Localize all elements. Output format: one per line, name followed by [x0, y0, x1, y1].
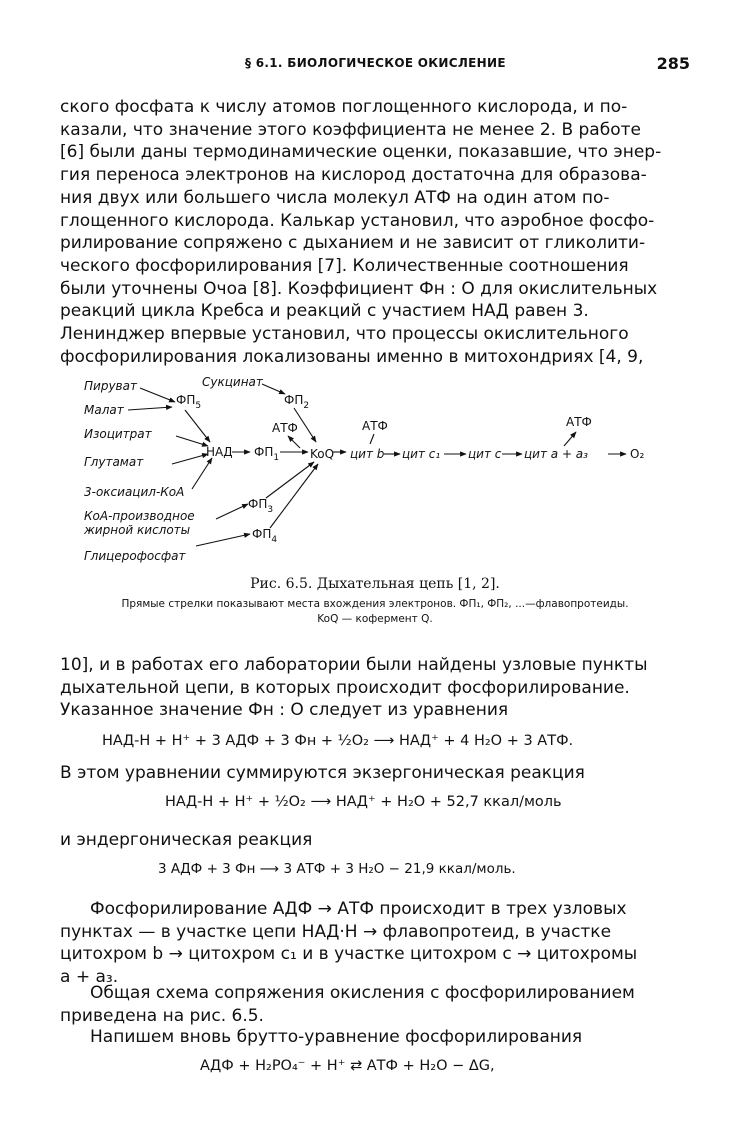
text-line: фосфорилирования локализованы именно в митохондриях [4, 9, — [60, 346, 644, 367]
figure-note: KoQ — кофермент Q. — [317, 613, 433, 625]
substrate-glutamate: Глутамат — [84, 455, 144, 469]
text-line: ческого фосфорилирования [7]. Количественные соотношения — [60, 255, 629, 276]
atp-label-3: АТФ — [566, 415, 592, 429]
substrate-fatty-acid: жирной кислоты — [84, 523, 191, 537]
text-line: a + a₃. — [60, 967, 119, 988]
equation-3: 3 АДФ + 3 Фн ⟶ 3 АТФ + 3 H₂O − 21,9 ккал/моль. — [158, 861, 516, 877]
cyt-c1-label: цит c₁ — [402, 447, 441, 461]
paragraph-5 — [60, 1026, 690, 1049]
figure-caption: Рис. 6.5. Дыхательная цепь [1, 2]. — [250, 576, 500, 592]
text-line: приведена на рис. 6.5. — [60, 1005, 264, 1026]
paragraph-2 — [60, 654, 690, 722]
text-line: Фосфорилирование АДФ → АТФ происходит в трех узловых — [90, 899, 627, 919]
text-line: гия переноса электронов на кислород достаточна для образова- — [60, 165, 647, 186]
atp-label-1: АТФ — [272, 421, 298, 435]
nad-label: НАД — [206, 445, 233, 459]
text-line: В этом уравнении суммируются экзергоническая реакция — [60, 763, 585, 783]
text-line: были уточнены Очоа [8]. Коэффициент Фн : О для окислительных — [60, 278, 658, 299]
text-line: Общая схема сопряжения окисления с фосфорилированием — [90, 983, 635, 1003]
substrate-pyruvate: Пируват — [84, 379, 137, 393]
text-line: Напишем вновь брутто-уравнение фосфорилирования — [90, 1027, 583, 1047]
equation-2: НАД-Н + H⁺ + ½O₂ ⟶ НАД⁺ + H₂O + 52,7 ккал/моль — [165, 794, 562, 810]
substrate-oxyacyl-coa: 3-оксиацил-КоА — [84, 485, 185, 499]
substrate-glycerophosphate: Глицерофосфат — [84, 549, 186, 563]
fp3-label: $ФП_3$ — [248, 497, 274, 515]
substrate-coa-derivative: КоА-производное — [84, 509, 195, 523]
paragraph-4 — [60, 982, 690, 1027]
equation-1: НАД-Н + H⁺ + 3 АДФ + 3 Фн + ½O₂ ⟶ НАД⁺ + 4 H₂O + 3 АТФ. — [102, 733, 574, 749]
text-line: Указанное значение Фн : О следует из уравнения — [60, 700, 509, 721]
koq-label: KoQ — [310, 447, 335, 461]
fp1-label: $ФП_1$ — [254, 445, 280, 463]
fp5-label: $ФП_5$ — [176, 393, 202, 411]
text-line: пунктах — в участке цепи НАД·Н → флавопротеид, в участке — [60, 921, 612, 942]
text-line: и эндергоническая реакция — [60, 830, 313, 850]
paragraph-1 — [60, 96, 690, 368]
substrate-isocitrate: Изоцитрат — [84, 427, 152, 441]
page-header — [60, 50, 690, 74]
text-line: Ленинджер впервые установил, что процессы окислительного — [60, 324, 629, 345]
substrate-succinate: Сукцинат — [202, 375, 263, 389]
substrate-malate: Малат — [84, 403, 124, 417]
respiratory-chain-diagram — [80, 374, 680, 574]
paragraph-3 — [60, 898, 690, 989]
equation-4: АДФ + H₂PO₄⁻ + H⁺ ⇄ АТФ + H₂O − ΔG, — [200, 1058, 495, 1074]
figure-note: Прямые стрелки показывают места вхождения электронов. ФП₁, ФП₂, ...—флавопротеиды. — [121, 598, 629, 610]
text-line: казали, что значение этого коэффициента не менее 2. В работе — [60, 119, 641, 140]
text-line: цитохром b → цитохром c₁ и в участке цитохром c → цитохромы — [60, 944, 638, 965]
text-line: реакций цикла Кребса и реакций с участием НАД равен 3. — [60, 301, 589, 322]
fp4-label: $ФП_4$ — [252, 527, 278, 545]
cyt-aa3-label: цит a + a₃ — [524, 447, 588, 461]
text-line: дыхательной цепи, в которых происходит фосфорилирование. — [60, 677, 630, 698]
text-line: 10], и в работах его лаборатории были найдены узловые пункты — [60, 655, 648, 675]
text-line: [6] были даны термодинамические оценки, показавшие, что энер- — [60, 142, 662, 163]
cyt-c-label: цит c — [468, 447, 502, 461]
text-line: ского фосфата к числу атомов поглощенного кислорода, и по- — [60, 97, 628, 117]
text-line: глощенного кислорода. Калькар установил, что аэробное фосфо- — [60, 210, 655, 231]
text-line: ния двух или большего числа молекул АТФ на один атом по- — [60, 187, 610, 208]
atp-label-2: АТФ — [362, 419, 388, 433]
cyt-b-label: цит b — [350, 447, 385, 461]
page-number: 285 — [656, 54, 690, 73]
text-line: рилирование сопряжено с дыханием и не зависит от гликолити- — [60, 233, 646, 254]
fp2-label: $ФП_2$ — [284, 393, 310, 411]
oxygen-label: O₂ — [630, 447, 645, 461]
running-title: § 6.1. БИОЛОГИЧЕСКОЕ ОКИСЛЕНИЕ — [245, 56, 506, 70]
diagram-svg — [80, 374, 680, 574]
